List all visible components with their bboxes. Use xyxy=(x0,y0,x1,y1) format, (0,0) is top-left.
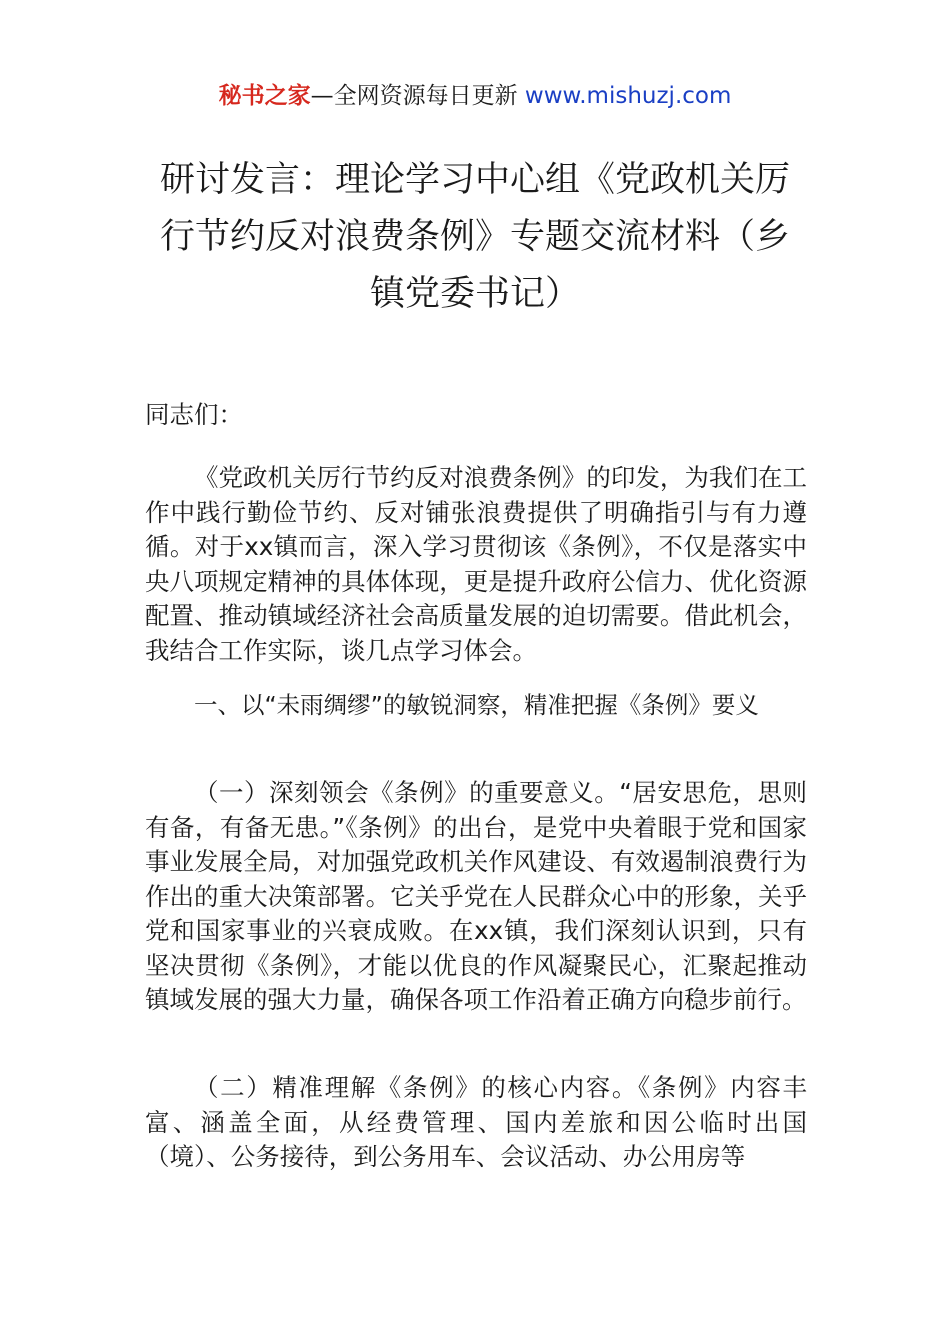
salutation: 同志们： xyxy=(145,400,243,429)
section-heading-1: 一、以“未雨绸缪”的敏锐洞察，精准把握《条例》要义 xyxy=(194,691,759,719)
site-header xyxy=(0,80,950,112)
site-url-link[interactable]: www.mishuzj.com xyxy=(524,83,732,109)
intro-paragraph: 《党政机关厉行节约反对浪费条例》的印发，为我们在工作中践行勤俭节约、反对铺张浪费提供了明确指引与有力遵循。对于xx镇而言，深入学习贯彻该《条例》，不仅是落实中央八项规定精神的具体体现，更是提升政府公信力、优化资源配置、推动镇域经济社会高质量发展的迫切需要。借此机会，我结合工作实际，谈几点学习体会。 xyxy=(145,463,807,665)
brand-name: 秘书之家 xyxy=(218,83,311,109)
header-tagline: —全网资源每日更新 xyxy=(310,83,525,109)
subsection-paragraph-1: （一）深刻领会《条例》的重要意义。“居安思危，思则有备，有备无患。”《条例》的出台，是党中央着眼于党和国家事业发展全局，对加强党政机关作风建设、有效遏制浪费行为作出的重大决策部署。它关乎党在人民群众心中的形象，关乎党和国家事业的兴衰成败。在xx镇，我们深刻认识到，只有坚决贯彻《条例》，才能以优良的作风凝聚民心，汇聚起推动镇域发展的强大力量，确保各项工作沿着正确方向稳步前行。 xyxy=(145,778,807,1014)
document-title: 研讨发言：理论学习中心组《党政机关厉行节约反对浪费条例》专题交流材料（乡镇党委书记） xyxy=(159,160,790,314)
subsection-paragraph-2: （二）精准理解《条例》的核心内容。《条例》内容丰富、涵盖全面，从经费管理、国内差旅和因公临时出国（境）、公务接待，到公务用车、会议活动、办公用房等 xyxy=(145,1073,807,1171)
